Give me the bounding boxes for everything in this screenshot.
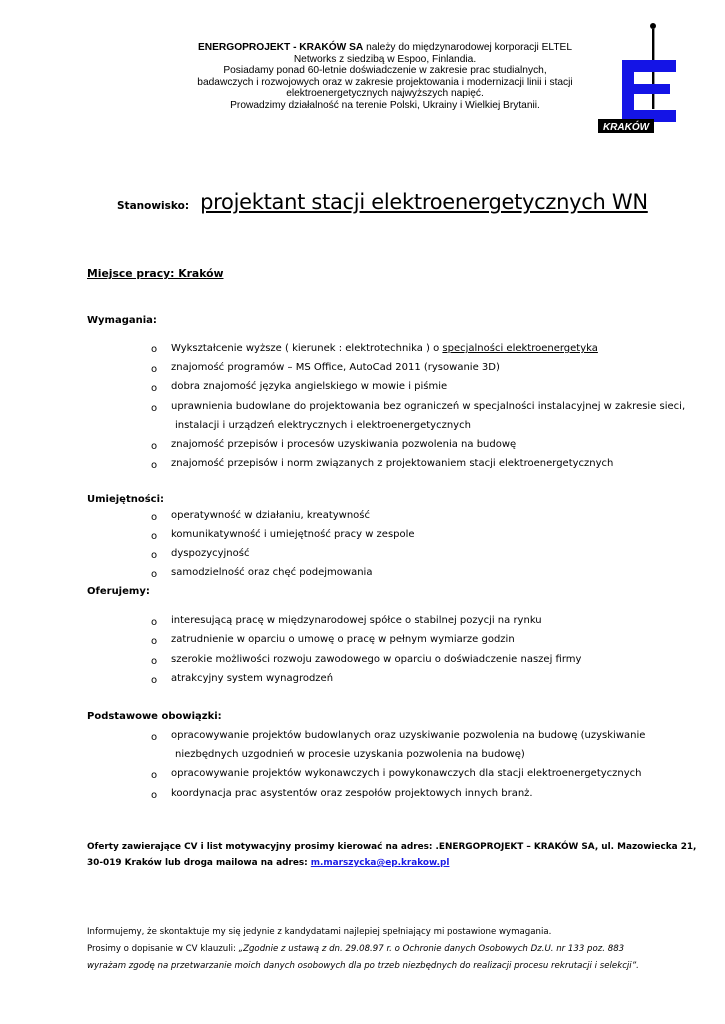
intro-line-4: badawczych i rozwojowych oraz w zakresie projektowania i modernizacji linii i stacji <box>197 76 573 88</box>
intro-line-2: Networks z siedzibą w Espoo, Finlandia. <box>293 53 477 65</box>
bullet-icon: o <box>151 403 158 414</box>
intro-line-1 <box>170 42 600 54</box>
skill-item: komunikatywność i umiejętność pracy w zespole <box>171 529 415 540</box>
requirement-item: znajomość przepisów i norm związanych z projektowaniem stacji elektroenergetycznych <box>171 458 614 469</box>
bullet-icon: o <box>151 770 158 781</box>
skill-item: operatywność w działaniu, kreatywność <box>171 510 371 521</box>
duty-item-cont: niezbędnych uzgodnień w procesie uzyskania pozwolenia na budowę) <box>175 749 525 760</box>
skill-item: dyspozycyjność <box>171 548 250 559</box>
company-name: ENERGOPROJEKT - KRAKÓW SA <box>197 42 364 53</box>
intro-line-6: Prowadzimy działalność na terenie Polski, Ukrainy i Wielkiej Brytanii. <box>230 99 540 111</box>
requirements-heading: Wymagania: <box>87 315 157 326</box>
skills-heading: Umiejętności: <box>87 494 165 505</box>
requirement-item: znajomość przepisów i procesów uzyskiwania pozwolenia na budowę <box>171 439 517 450</box>
footer-line-3: wyrażam zgodę na przetwarzanie moich danych osobowych dla po trzeb niezbędnych do realizacji procesu rekrutacji i selekcji”. <box>87 961 639 971</box>
work-place: Miejsce pracy: Kraków <box>87 267 224 280</box>
requirement-item: znajomość programów – MS Office, AutoCad 2011 (rysowanie 3D) <box>171 362 500 373</box>
logo-text: KRAKÓW <box>602 122 650 133</box>
offer-heading: Oferujemy: <box>87 586 150 597</box>
offer-item: zatrudnienie w oparciu o umowę o pracę w pełnym wymiarze godzin <box>171 634 515 645</box>
bullet-icon: o <box>151 550 158 561</box>
intro-text: należy do międzynarodowej korporacji ELTEL <box>363 42 573 53</box>
bullet-icon: o <box>151 441 158 452</box>
position-title: projektant stacji elektroenergetycznych WN <box>200 190 648 214</box>
bullet-icon: o <box>151 617 158 628</box>
bullet-icon: o <box>151 512 158 523</box>
duty-item: opracowywanie projektów budowlanych oraz uzyskiwanie pozwolenia na budowę (uzyskiwanie <box>171 730 646 741</box>
intro-line-5: elektroenergetycznych najwyższych napięć. <box>286 88 484 100</box>
bullet-icon: o <box>151 636 158 647</box>
bullet-icon: o <box>151 656 158 667</box>
bullet-icon: o <box>151 383 158 394</box>
bullet-icon: o <box>151 531 158 542</box>
contact-line-2: 30-019 Kraków lub droga mailowa na adres: m.marszycka@ep.krakow.pl <box>87 858 450 868</box>
requirement-item: dobra znajomość języka angielskiego w mowie i piśmie <box>171 381 448 392</box>
company-intro <box>170 42 600 112</box>
footer-line-2: Prosimy o dopisanie w CV klauzuli: „Zgodnie z ustawą z dn. 29.08.97 r. o Ochronie danych Osobowych Dz.U. nr 133 poz. 883 <box>87 944 625 954</box>
offer-item: interesującą pracę w międzynarodowej spółce o stabilnej pozycji na rynku <box>171 615 542 626</box>
offer-item: szerokie możliwości rozwoju zawodowego w oparciu o doświadczenie naszej firmy <box>171 654 582 665</box>
requirement-item: uprawnienia budowlane do projektowania bez ograniczeń w specjalności instalacyjnej w zakresie sieci, <box>171 401 686 412</box>
duties-heading: Podstawowe obowiązki: <box>87 711 222 722</box>
bullet-icon: o <box>151 790 158 801</box>
bullet-icon: o <box>151 344 158 355</box>
contact-line-1: Oferty zawierające CV i list motywacyjny prosimy kierować na adres: .ENERGOPROJEKT – KRAKÓW SA, ul. Mazowiecka 21, <box>87 842 697 852</box>
bullet-icon: o <box>151 364 158 375</box>
duty-item: opracowywanie projektów wykonawczych i powykonawczych dla stacji elektroenergetycznych <box>171 768 642 779</box>
requirement-item-cont: instalacji i urządzeń elektrycznych i elektroenergetycznych <box>175 420 471 431</box>
company-logo <box>598 20 684 138</box>
email-link[interactable]: m.marszycka@ep.krakow.pl <box>310 858 450 868</box>
duty-item: koordynacja prac asystentów oraz zespołów projektowych innych branż. <box>171 788 533 799</box>
requirement-item: Wykształcenie wyższe ( kierunek : elektrotechnika ) o specjalności elektroenergetyka <box>171 343 598 354</box>
position-label: Stanowisko: <box>117 200 190 212</box>
bullet-icon: o <box>151 675 158 686</box>
bullet-icon: o <box>151 460 158 471</box>
offer-item: atrakcyjny system wynagrodzeń <box>171 673 334 684</box>
position-row <box>117 190 648 214</box>
bullet-icon: o <box>151 569 158 580</box>
skill-item: samodzielność oraz chęć podejmowania <box>171 567 373 578</box>
footer-line-1: Informujemy, że skontaktuje my się jedynie z kandydatami najlepiej spełniający mi postawione wymagania. <box>87 927 552 937</box>
bullet-icon: o <box>151 732 158 743</box>
intro-line-3: Posiadamy ponad 60-letnie doświadczenie w zakresie prac studialnych, <box>223 65 547 77</box>
